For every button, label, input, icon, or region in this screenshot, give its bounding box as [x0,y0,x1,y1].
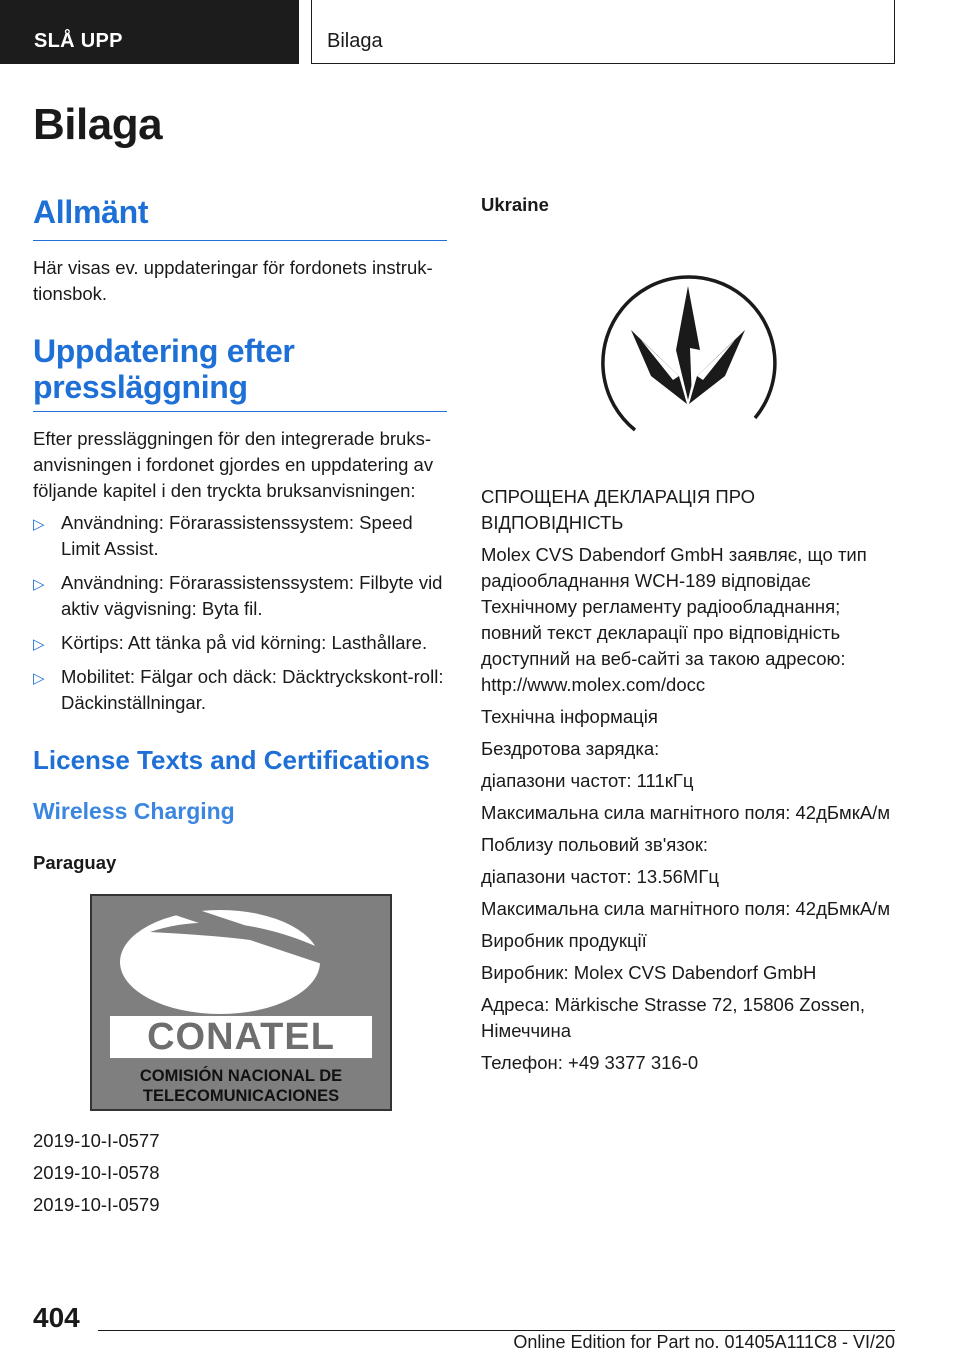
conatel-name: CONATEL [110,1016,372,1058]
page-title: Bilaga [33,100,163,149]
triangle-bullet-icon: ▷ [33,576,45,593]
list-item [33,510,447,562]
declaration-paragraph: СПРОЩЕНА ДЕКЛАРАЦІЯ ПРО ВІДПОВІДНІСТЬ [481,486,756,533]
header-section-tab[interactable]: SLÅ UPP [0,0,299,64]
heading-ukraine: Ukraine [481,194,549,215]
heading-update [33,333,447,412]
footer-edition: Online Edition for Part no. 01405A111C8 - VI/20 [513,1332,895,1352]
heading-paraguay: Paraguay [33,852,117,873]
conatel-subtitle-line1: COMISIÓN NACIONAL DE [139,1067,343,1085]
conatel-subtitle [98,1066,384,1106]
declaration-paragraph: Максимальна сила магнітного поля: 42дБмкА/м [481,898,891,919]
list-item [33,630,447,656]
declaration-paragraph: Виробник продукції [481,930,647,951]
triangle-bullet-icon: ▷ [33,516,45,533]
heading-wireless: Wireless Charging [33,798,235,824]
declaration-paragraph: Технічна інформація [481,706,658,727]
heading-license: License Texts and Certifications [33,745,430,775]
left-column [33,192,447,1221]
heading-allmant: Allmänt [33,192,447,241]
code-item: 2019-10-I-0578 [33,1162,160,1183]
declaration-paragraph: діапазони частот: 13.56МГц [481,866,719,887]
right-column [481,192,895,1082]
heading-update-line2: pressläggning [33,369,248,405]
list-item-text: Körtips: Att tänka på vid körning: Lasthållare. [61,632,428,653]
heading-update-line1: Uppdatering efter [33,333,295,369]
ukraine-declaration [481,484,895,1076]
declaration-paragraph: Поблизу польовий зв'язок: [481,834,709,855]
declaration-paragraph: Molex CVS Dabendorf GmbH заявляє, що тип радіообладнання WCH-189 відповідає Технічному регламенту радіообладнання; повний текст декларації про відповідність доступний на веб-сайті за такою адресою: http://www.molex.com/docc [481,544,867,695]
conatel-logo [90,894,392,1111]
declaration-paragraph: Виробник: Molex CVS Dabendorf GmbH [481,962,817,983]
declaration-paragraph: Максимальна сила магнітного поля: 42дБмкА/м [481,802,891,823]
triangle-bullet-icon: ▷ [33,636,45,653]
list-item [33,664,447,716]
declaration-paragraph: Бездротова зарядка: [481,738,660,759]
list-item [33,570,447,622]
paragraph-allmant: Här visas ev. uppdateringar för fordonets instruk-tionsbok. [33,257,433,304]
conatel-subtitle-line2: TELECOMUNICACIONES [142,1087,340,1105]
ukraine-conformity-mark-icon [593,258,783,448]
triangle-bullet-icon: ▷ [33,670,45,687]
declaration-paragraph: Телефон: +49 3377 316-0 [481,1052,699,1073]
list-item-text: Användning: Förarassistenssystem: Filbyte vid aktiv vägvisning: Byta fil. [61,572,443,619]
list-item-text: Mobilitet: Fälgar och däck: Däcktryckskont-roll: Däckinställningar. [61,666,444,713]
paragraph-update: Efter pressläggningen för den integrerade bruks-anvisningen i fordonet gjordes en uppdatering av följande kapitel i den tryckta bruksanvisningen: [33,428,434,501]
certificate-codes [33,1125,447,1221]
update-list [33,510,447,716]
code-item: 2019-10-I-0579 [33,1194,160,1215]
list-item-text: Användning: Förarassistenssystem: Speed Limit Assist. [61,512,413,559]
header-chapter-title: Bilaga [311,0,895,64]
declaration-paragraph: Адреса: Märkische Strasse 72, 15806 Zossen, Німеччина [481,994,866,1041]
footer-divider [98,1330,895,1331]
declaration-paragraph: діапазони частот: 111кГц [481,770,694,791]
page-number: 404 [33,1302,80,1333]
code-item: 2019-10-I-0577 [33,1130,160,1151]
